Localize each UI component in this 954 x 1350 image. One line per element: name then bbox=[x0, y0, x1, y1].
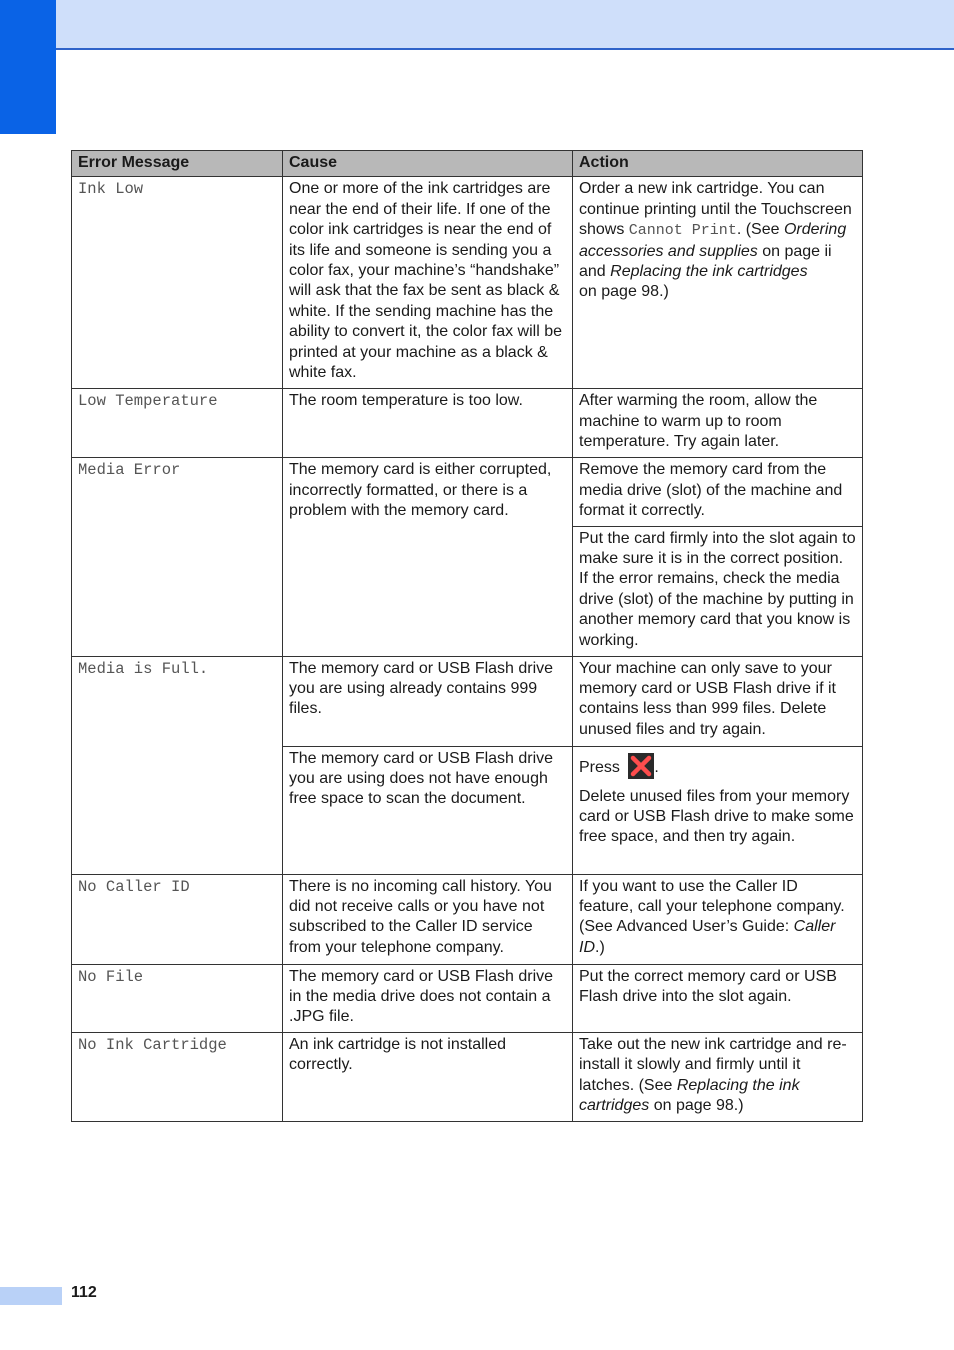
error-code: No Caller ID bbox=[72, 874, 283, 964]
action-cell: Remove the memory card from the media drive (slot) of the machine and format it correctly. bbox=[573, 458, 863, 526]
action-cell: After warming the room, allow the machine to warm up to room temperature. Try again later. bbox=[573, 389, 863, 458]
cause-cell: The memory card or USB Flash drive you are using does not have enough free space to scan the document. bbox=[283, 746, 573, 874]
press-label: Press bbox=[579, 758, 620, 776]
error-code: No Ink Cartridge bbox=[72, 1032, 283, 1121]
error-code: Ink Low bbox=[72, 177, 283, 389]
display-message-code: Cannot Print bbox=[628, 222, 737, 240]
table-row bbox=[72, 656, 863, 746]
cross-reference-link[interactable]: Replacing the ink cartridges bbox=[579, 1076, 800, 1115]
table-row bbox=[72, 458, 863, 526]
action-text: If you want to use the Caller ID feature, call your telephone company. (See Advanced User’s Guide: bbox=[579, 877, 845, 936]
action-text: Order a new ink cartridge. You can continue printing until the Touchscreen shows bbox=[579, 180, 852, 239]
action-cell bbox=[573, 177, 863, 389]
page-number: 112 bbox=[71, 1284, 97, 1301]
cross-reference-link[interactable]: Caller ID bbox=[579, 918, 836, 956]
table-row bbox=[72, 1032, 863, 1121]
action-text: .) bbox=[595, 938, 605, 956]
action-text: . (See bbox=[736, 221, 784, 239]
action-cell: Put the correct memory card or USB Flash drive into the slot again. bbox=[573, 964, 863, 1032]
action-text: on page 98.) bbox=[649, 1097, 744, 1115]
action-text: Take out the new ink cartridge and re-install it slowly and firmly until it latches. (See bbox=[579, 1035, 847, 1094]
table-header-row bbox=[72, 151, 863, 177]
period: . bbox=[654, 758, 659, 776]
action-cell bbox=[573, 746, 863, 874]
error-code: No File bbox=[72, 964, 283, 1032]
action-text: Delete unused files from your memory card or USB Flash drive to make some free space, and then try again. bbox=[579, 787, 854, 846]
close-x-icon bbox=[628, 753, 654, 779]
action-cell: Put the card firmly into the slot again to make sure it is in the correct position. If the error remains, check the media drive (slot) of the machine by putting in another memory card that you know is working. bbox=[573, 526, 863, 656]
table-row bbox=[72, 389, 863, 458]
error-message-table bbox=[71, 150, 863, 1122]
cause-cell: The memory card is either corrupted, incorrectly formatted, or there is a problem with the memory card. bbox=[283, 458, 573, 656]
cause-cell: The memory card or USB Flash drive in the media drive does not contain a .JPG file. bbox=[283, 964, 573, 1032]
error-code: Media Error bbox=[72, 458, 283, 656]
press-instruction bbox=[579, 749, 856, 779]
action-text: on page ii and bbox=[579, 242, 832, 281]
cross-reference-link[interactable]: Replacing the ink cartridges bbox=[610, 263, 808, 281]
column-header-error-message: Error Message bbox=[72, 151, 283, 177]
action-cell bbox=[573, 874, 863, 964]
cross-reference-link[interactable]: Ordering accessories and supplies bbox=[579, 221, 847, 260]
chapter-tab bbox=[0, 0, 56, 134]
header-band bbox=[56, 0, 954, 50]
error-code: Low Temperature bbox=[72, 389, 283, 458]
cause-cell: The memory card or USB Flash drive you are using already contains 999 files. bbox=[283, 656, 573, 746]
error-code: Media is Full. bbox=[72, 656, 283, 874]
cause-cell: An ink cartridge is not installed correctly. bbox=[283, 1032, 573, 1121]
column-header-action: Action bbox=[573, 151, 863, 177]
action-cell bbox=[573, 1032, 863, 1121]
column-header-cause: Cause bbox=[283, 151, 573, 177]
footer-tab bbox=[0, 1287, 62, 1305]
table-row bbox=[72, 177, 863, 389]
table-row bbox=[72, 874, 863, 964]
cause-cell: The room temperature is too low. bbox=[283, 389, 573, 458]
table-row bbox=[72, 964, 863, 1032]
action-text: on page 98.) bbox=[579, 283, 669, 301]
action-cell: Your machine can only save to your memory card or USB Flash drive if it contains less than 999 files. Delete unused files and try again. bbox=[573, 656, 863, 746]
cause-cell: One or more of the ink cartridges are near the end of their life. If one of the color ink cartridges is near the end of its life and someone is sending you a color fax, your machine’s “handshake” will ask that the fax be sent as black & white. If the sending machine has the ability to convert it, the color fax will be printed at your machine as a black & white fax. bbox=[283, 177, 573, 389]
cause-cell: There is no incoming call history. You did not receive calls or you have not subscribed to the Caller ID service from your telephone company. bbox=[283, 874, 573, 964]
